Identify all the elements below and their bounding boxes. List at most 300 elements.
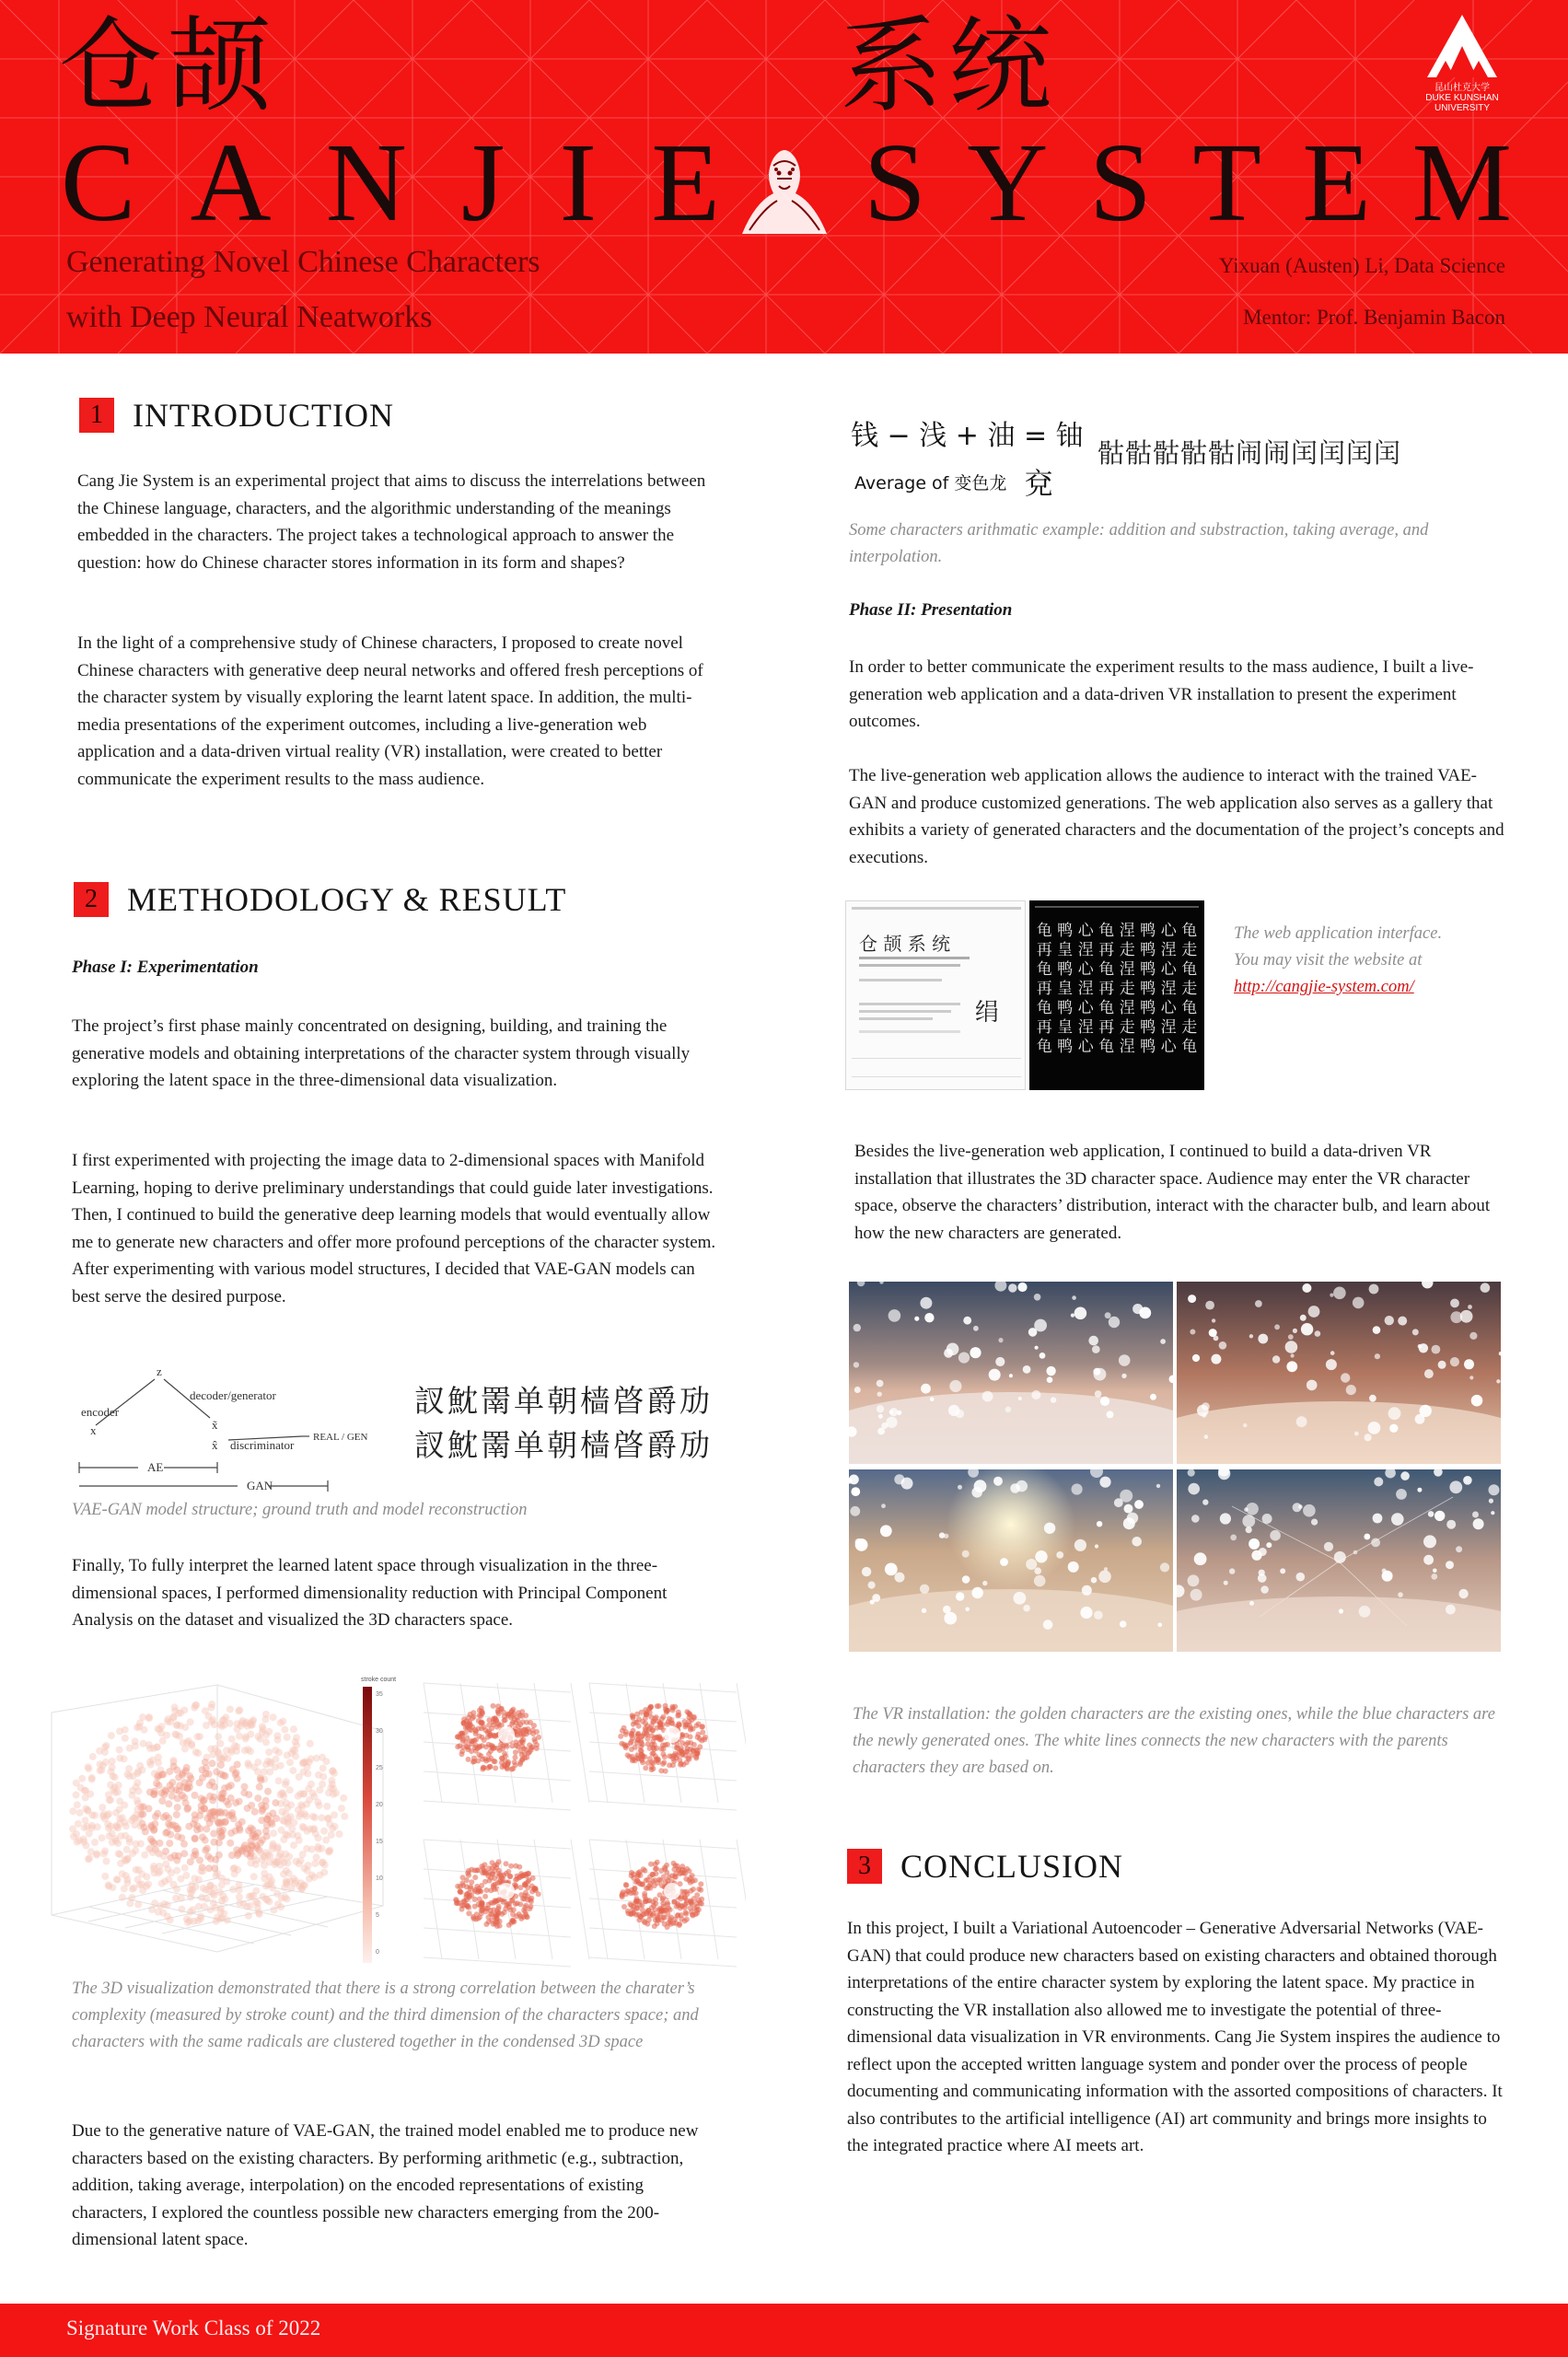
scatter-point — [183, 1805, 191, 1813]
vr-character-bulb — [1080, 1607, 1092, 1619]
scatter-point — [525, 1726, 530, 1732]
gallery-char: 鸭 — [1140, 980, 1156, 998]
scatter-point — [198, 1894, 205, 1901]
scatter-point — [663, 1769, 668, 1774]
vr-character-bulb — [1202, 1402, 1210, 1411]
scatter-point — [466, 1910, 471, 1916]
scatter-point — [178, 1834, 185, 1841]
vr-character-bulb — [1158, 1623, 1163, 1628]
diagram-decoder: decoder/generator — [190, 1388, 276, 1402]
vr-character-bulb — [1285, 1341, 1298, 1353]
vr-character-bulb — [1446, 1520, 1456, 1529]
scatter-point — [472, 1888, 478, 1894]
vr-character-bulb — [1481, 1283, 1491, 1293]
scatter-point — [507, 1874, 513, 1879]
vr-character-bulb — [1272, 1355, 1280, 1363]
scatter-point — [138, 1871, 145, 1878]
scatter-point — [651, 1719, 656, 1724]
scatter-point — [655, 1703, 660, 1709]
scatter-point — [126, 1745, 134, 1752]
scatter-point — [250, 1716, 257, 1724]
scatter-point — [145, 1713, 153, 1721]
scatter-point — [236, 1706, 243, 1713]
vr-character-bulb — [1119, 1354, 1131, 1366]
scatter-point — [183, 1764, 191, 1771]
scatter-point — [74, 1801, 81, 1808]
web-caption — [1234, 921, 1510, 1001]
vr-character-bulb — [1229, 1568, 1235, 1573]
logo-text-en1: DUKE KUNSHAN — [1425, 93, 1499, 103]
vr-character-bulb — [1150, 1394, 1156, 1400]
vr-character-bulb — [889, 1408, 898, 1416]
scatter-point — [236, 1733, 243, 1740]
scatter-point — [340, 1794, 347, 1802]
scatter-point — [259, 1893, 266, 1900]
scatter-point — [304, 1770, 311, 1777]
scatter-point — [132, 1737, 139, 1745]
vr-character-bulb — [1468, 1305, 1472, 1309]
phase-1-label: Phase I: Experimentation — [72, 958, 259, 977]
scatter-point — [194, 1749, 202, 1757]
vr-character-bulb — [1460, 1310, 1473, 1323]
vr-character-bulb — [1082, 1585, 1092, 1596]
vr-character-bulb — [1412, 1329, 1419, 1335]
scatter-point — [148, 1906, 156, 1913]
scatter-point — [630, 1758, 635, 1763]
vr-character-bulb — [1303, 1504, 1316, 1517]
vr-character-bulb — [872, 1594, 880, 1602]
scatter-point — [511, 1707, 517, 1713]
scatter-point — [668, 1720, 674, 1725]
gallery-char: 心 — [1077, 999, 1094, 1017]
vr-character-bulb — [1330, 1351, 1335, 1355]
diagram-x: x — [90, 1423, 97, 1437]
scatter-point — [304, 1828, 311, 1835]
vae-gan-diagram — [72, 1361, 385, 1499]
scatter-point — [187, 1858, 194, 1865]
scatter-point — [652, 1923, 657, 1929]
vr-character-bulb — [1301, 1323, 1313, 1335]
gallery-char: 龟 — [1181, 999, 1198, 1017]
scatter-point — [76, 1809, 84, 1817]
gallery-char: 涅 — [1077, 941, 1094, 959]
scatter-point — [254, 1794, 261, 1802]
vr-character-bulb — [962, 1550, 970, 1558]
scatter-point — [101, 1873, 109, 1880]
scatter-point — [171, 1731, 179, 1738]
scatter-point — [151, 1770, 158, 1777]
scatter-point — [139, 1713, 146, 1721]
reconstruction-characters: 訍魫罱单朝樯晵爵劢 — [414, 1427, 713, 1463]
scatter-point — [75, 1820, 82, 1828]
scatter-point — [227, 1747, 235, 1754]
method-paragraph-3: Finally, To fully interpret the learned latent space through visualization in the three-dimensional spaces, I performed dimensionality reduction with Principal Component Analysis on the dataset and visualized the 3D characters space. — [72, 1556, 668, 1630]
vr-character-bulb — [1191, 1589, 1202, 1601]
scatter-point — [264, 1816, 272, 1823]
scatter-point — [149, 1757, 157, 1764]
scatter-point — [620, 1891, 625, 1897]
scatter-point — [477, 1713, 482, 1718]
scatter-point — [181, 1745, 189, 1752]
vr-character-bulb — [1244, 1507, 1249, 1512]
scatter-point — [236, 1881, 243, 1888]
scatter-point — [453, 1897, 459, 1902]
scatter-point — [631, 1728, 636, 1734]
scatter-point — [286, 1786, 294, 1794]
vr-character-bulb — [1074, 1539, 1086, 1551]
scatter-point — [261, 1716, 269, 1724]
vr-character-bulb — [850, 1506, 860, 1516]
scatter-point — [462, 1730, 468, 1736]
conclusion-heading — [847, 1847, 1123, 1886]
scatter-point — [486, 1751, 492, 1757]
gallery-char: 龟 — [1036, 922, 1052, 940]
scatter-point — [122, 1872, 130, 1879]
vr-character-bulb — [854, 1324, 861, 1331]
vr-character-bulb — [1044, 1523, 1055, 1534]
vr-character-bulb — [1074, 1307, 1087, 1320]
vr-character-bulb — [1219, 1341, 1227, 1350]
scatter-point — [464, 1877, 470, 1883]
scatter-point — [202, 1707, 209, 1714]
colorbar-tick: 5 — [376, 1912, 379, 1919]
vr-character-bulb — [995, 1357, 1005, 1366]
scatter-point — [303, 1813, 310, 1820]
scatter-point — [136, 1762, 144, 1770]
scatter-point — [211, 1839, 218, 1846]
diagram-real-gen: REAL / GEN — [313, 1432, 368, 1443]
vr-character-bulb — [1346, 1385, 1356, 1395]
web-caption-line-2: You may visit the website at — [1234, 951, 1423, 970]
vr-character-bulb — [1371, 1538, 1380, 1548]
vr-character-bulb — [1098, 1571, 1111, 1584]
dku-logo-text — [1414, 83, 1510, 113]
scatter-point — [140, 1740, 147, 1747]
scatter-point — [139, 1810, 146, 1817]
scatter-point — [629, 1873, 634, 1878]
scatter-point — [153, 1780, 160, 1787]
scatter-point — [201, 1903, 208, 1910]
scatter-point — [639, 1756, 645, 1761]
vr-character-bulb — [1291, 1353, 1295, 1357]
scatter-point — [319, 1773, 327, 1781]
scatter-point — [301, 1759, 308, 1767]
scatter-point — [319, 1754, 326, 1761]
scatter-point — [261, 1870, 268, 1877]
scatter-point — [167, 1916, 174, 1923]
vr-character-bulb — [1035, 1550, 1047, 1562]
scatter-point — [162, 1861, 169, 1868]
scatter-point — [472, 1897, 478, 1902]
scatter-point — [505, 1869, 511, 1875]
vr-character-bulb — [1333, 1287, 1346, 1300]
gallery-char: 涅 — [1119, 999, 1135, 1017]
scatter-point — [84, 1823, 91, 1830]
scatter-point — [502, 1910, 507, 1915]
vr-character-bulb — [1446, 1561, 1454, 1569]
scatter-point — [133, 1866, 140, 1874]
scatter-point — [229, 1886, 237, 1893]
scatter-point — [470, 1738, 475, 1744]
vr-character-bulb — [922, 1608, 926, 1613]
web-app-screenshot-light — [845, 900, 1026, 1090]
vr-character-bulb — [939, 1532, 945, 1538]
scatter-point — [242, 1736, 250, 1743]
scatter-point — [114, 1876, 122, 1884]
scatter-point — [277, 1850, 285, 1857]
scatter-point — [628, 1890, 633, 1896]
scatter-point — [234, 1725, 241, 1733]
scatter-point — [491, 1884, 496, 1889]
scatter-point — [319, 1859, 327, 1866]
gallery-char: 心 — [1077, 922, 1094, 940]
vr-character-bulb — [1132, 1304, 1143, 1314]
vr-character-bulb — [1188, 1295, 1196, 1303]
scatter-point — [172, 1895, 180, 1902]
scatter-point — [631, 1722, 636, 1727]
vr-character-bulb — [1109, 1317, 1120, 1328]
scatter-point — [134, 1800, 142, 1807]
vr-character-bulb — [1205, 1301, 1214, 1310]
scatter-point — [466, 1757, 471, 1762]
vr-character-bulb — [1014, 1592, 1027, 1605]
scatter-point — [219, 1716, 226, 1724]
vae-caption: VAE-GAN model structure; ground truth and model reconstruction — [72, 1501, 528, 1519]
vr-character-bulb — [1296, 1416, 1307, 1427]
scatter-point — [483, 1744, 489, 1749]
scatter-point — [476, 1726, 482, 1732]
scatter-point — [509, 1713, 515, 1718]
scatter-point — [685, 1746, 691, 1751]
website-link[interactable]: http://cangjie-system.com/ — [1234, 978, 1414, 996]
scatter-point — [151, 1899, 158, 1907]
vr-character-bulb — [1160, 1562, 1169, 1572]
scatter-point — [102, 1759, 110, 1766]
scatter-point — [218, 1881, 226, 1888]
gallery-char: 鸭 — [1140, 960, 1156, 979]
footer-text: Signature Work Class of 2022 — [66, 2316, 321, 2340]
scatter-point — [270, 1829, 277, 1837]
gallery-char: 再 — [1098, 941, 1115, 959]
scatter-point — [100, 1810, 108, 1817]
scatter-point — [330, 1791, 337, 1798]
gallery-char: 龟 — [1181, 922, 1198, 940]
vr-character-bulb — [982, 1391, 993, 1402]
scatter-point — [628, 1740, 633, 1746]
scatter-point — [622, 1744, 628, 1749]
scatter-point — [277, 1762, 285, 1770]
scatter-point — [161, 1791, 168, 1798]
title-letter: A — [190, 121, 275, 245]
scatter-point — [671, 1759, 677, 1764]
scatter-point — [256, 1783, 263, 1791]
vr-character-bulb — [1068, 1562, 1079, 1573]
gallery-char: 走 — [1119, 941, 1135, 959]
scatter-point — [326, 1847, 333, 1854]
scatter-point — [254, 1759, 261, 1766]
scatter-point — [686, 1719, 691, 1724]
gallery-char: 走 — [1181, 1018, 1198, 1037]
scatter-point — [510, 1766, 516, 1771]
scatter-point — [283, 1799, 290, 1806]
scatter-point — [472, 1904, 478, 1910]
scatter-point — [157, 1840, 164, 1847]
scatter-point — [513, 1755, 518, 1760]
scatter-point — [247, 1860, 254, 1867]
scatter-point — [192, 1811, 199, 1818]
scatter-point — [694, 1750, 700, 1756]
vr-character-bulb — [1489, 1484, 1500, 1495]
scatter-point — [238, 1818, 246, 1826]
scatter-point — [150, 1863, 157, 1870]
vr-character-bulb — [1308, 1306, 1320, 1318]
scatter-point — [273, 1859, 280, 1866]
scatter-point — [226, 1840, 234, 1847]
scatter-point — [656, 1908, 662, 1913]
scatter-point — [266, 1852, 273, 1860]
vr-character-bulb — [1026, 1559, 1037, 1570]
scatter-point — [166, 1840, 173, 1847]
scatter-points — [69, 1701, 348, 1926]
vr-character-bulb — [1496, 1379, 1500, 1383]
gallery-char: 心 — [1160, 1038, 1177, 1056]
vr-character-bulb — [1450, 1357, 1459, 1366]
gallery-char: 心 — [1160, 922, 1177, 940]
vr-character-bulb — [1288, 1334, 1294, 1340]
vr-character-bulb — [1034, 1575, 1046, 1587]
scatter-point — [259, 1805, 266, 1813]
vr-character-bulb — [1072, 1483, 1083, 1494]
vr-character-bulb — [878, 1414, 883, 1419]
scatter-point — [531, 1723, 537, 1728]
scatter-point — [660, 1751, 666, 1757]
gallery-char: 龟 — [1098, 922, 1115, 940]
scatter-point — [165, 1800, 172, 1807]
scatter-point — [523, 1713, 528, 1718]
vr-character-bulb — [1188, 1574, 1200, 1586]
poster-header — [0, 0, 1568, 354]
scatter-point — [270, 1840, 277, 1848]
vr-character-bulb — [1028, 1328, 1038, 1337]
scatter-point — [192, 1701, 199, 1709]
scatter-point — [637, 1902, 643, 1908]
scatter-point — [261, 1769, 268, 1776]
vr-character-bulb — [1194, 1552, 1207, 1565]
scatter-point — [483, 1922, 489, 1927]
vr-character-bulb — [1156, 1484, 1160, 1488]
scatter-point — [134, 1724, 141, 1731]
vr-character-bulb — [894, 1474, 904, 1484]
scatter-point — [111, 1835, 119, 1842]
scatter-point — [91, 1812, 99, 1819]
vr-character-bulb — [1100, 1397, 1109, 1406]
gallery-char: 皇 — [1057, 1018, 1074, 1037]
scatter-point — [284, 1896, 291, 1903]
scatter-point — [691, 1913, 696, 1919]
gallery-char: 涅 — [1119, 922, 1135, 940]
diagram-gan: GAN — [247, 1479, 273, 1492]
scatter-point — [122, 1822, 130, 1829]
scatter-point — [283, 1877, 290, 1885]
vr-character-bulb — [1375, 1353, 1380, 1359]
scatter-point — [209, 1759, 216, 1767]
scatter-point — [123, 1879, 131, 1887]
scatter-point — [274, 1736, 282, 1744]
scatter-point — [243, 1903, 250, 1910]
vr-character-bulb — [1293, 1503, 1302, 1512]
scatter-point — [173, 1867, 180, 1875]
scatter-point — [656, 1757, 661, 1762]
scatter-point — [277, 1719, 285, 1726]
scatter-point — [173, 1811, 180, 1818]
scatter-point — [456, 1734, 461, 1739]
scatter-point — [491, 1703, 496, 1709]
vr-character-bulb — [877, 1392, 882, 1397]
scatter-point — [186, 1783, 193, 1791]
vr-character-bulb — [1209, 1329, 1217, 1337]
scatter-point — [179, 1906, 186, 1913]
scatter-point — [489, 1725, 494, 1731]
gallery-char: 涅 — [1119, 1038, 1135, 1056]
scatter-point — [221, 1818, 228, 1826]
scatter-point — [180, 1794, 188, 1802]
visualization-caption: The 3D visualization demonstrated that there is a strong correlation between the charater’s complexity (measured by stroke count) and the third dimension of the characters space; and characters with the same radicals are clustered together in the condensed 3D space — [72, 1980, 699, 2051]
scatter-point — [675, 1913, 680, 1919]
scatter-point — [137, 1840, 145, 1848]
scatter-point — [119, 1894, 126, 1901]
scatter-point — [188, 1742, 195, 1749]
scatter-point — [643, 1765, 648, 1771]
diagram-discriminator: discriminator — [230, 1438, 295, 1452]
scatter-point — [154, 1743, 161, 1750]
vr-character-bulb — [1212, 1318, 1215, 1322]
scatter-point — [485, 1735, 491, 1740]
vr-character-bulb — [1368, 1422, 1381, 1434]
scatter-point — [473, 1917, 479, 1922]
vr-character-bulb — [1423, 1535, 1436, 1548]
scatter-point — [247, 1847, 254, 1854]
presentation-paragraph-3: Besides the live-generation web application, I continued to build a data-driven VR installation that illustrates the 3D character space. Audience may enter the VR character space, observe the characters’ distribution, interact with the character bulb, and learn about how the new characters are generated. — [854, 1142, 1491, 1243]
scatter-point — [679, 1740, 685, 1746]
vr-character-bulb — [1341, 1373, 1350, 1382]
scatter-point — [216, 1827, 224, 1834]
scatter-point — [82, 1842, 89, 1850]
scatter-point — [181, 1864, 189, 1872]
vr-character-bulb — [1326, 1359, 1337, 1370]
scatter-point — [205, 1771, 213, 1778]
scatter-point — [672, 1874, 678, 1879]
vr-character-bulb — [1008, 1283, 1016, 1292]
scatter-point — [162, 1829, 169, 1837]
arithmetic-average-result: 兗 — [1024, 466, 1054, 501]
vr-character-bulb — [1072, 1295, 1076, 1300]
scatter-point — [245, 1791, 252, 1798]
arithmetic-caption: Some characters arithmatic example: addition and substraction, taking average, and interpolation. — [849, 521, 1429, 566]
vr-character-bulb — [889, 1309, 901, 1322]
scatter-point — [145, 1881, 152, 1888]
scatter-point — [293, 1734, 300, 1741]
vr-character-bulb — [1296, 1573, 1306, 1582]
scatter-point — [272, 1799, 279, 1806]
method-heading — [74, 880, 566, 919]
scatter-point — [192, 1792, 199, 1799]
scatter-point — [645, 1732, 650, 1737]
scatter-point — [301, 1882, 308, 1889]
vr-character-bulb — [1280, 1568, 1285, 1573]
scatter-point — [490, 1865, 495, 1871]
scatter-point — [687, 1868, 692, 1874]
gallery-char: 龟 — [1036, 960, 1052, 979]
